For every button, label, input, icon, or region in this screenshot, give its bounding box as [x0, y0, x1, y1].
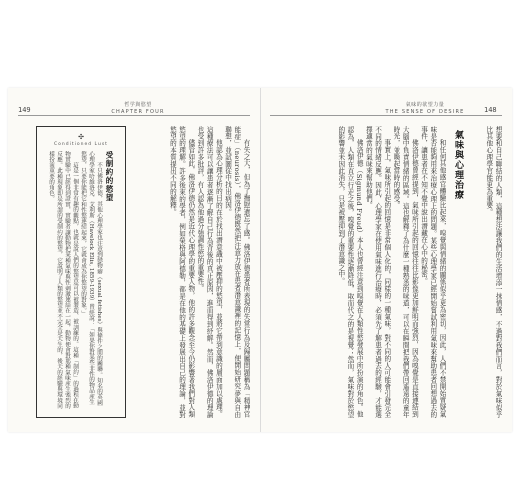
left-body-text: [132, 126, 250, 418]
paragraph: 佛洛伊德（Sigmund Freud）本人也曾經注意到嗅覺在人類性慾發展中所扮演的角色。他認為，人類在直立行走之後，嗅覺的重要性逐漸降低，取而代之的是視覺；然而，氣味對於慾望的影響並未因此消失，只是被壓抑到了潛意識之中。: [336, 126, 364, 418]
page-header: [380, 102, 470, 116]
ornament-icon: ✣: [78, 133, 84, 141]
sidebar-box: [36, 126, 126, 418]
book-spread: [8, 88, 512, 432]
sidebar-title-en: Conditioned Lust: [54, 142, 108, 147]
gutter: [260, 88, 261, 432]
sidebar-body: [43, 151, 103, 409]
sidebar-paragraph: 這是一個非常有趣的觀點，也就是說人們的慾望是可以被製造、被訓練的。這種「制約」的過程在動物實驗中已經得到證實，實驗者讓動物把某種氣味與性刺激連結在一起，動物便會對那種氣味產生強烈的反應。此種現象即是所謂的受制約的慾望，它說明了人類的慾望並不完全是天生的，後天的經驗與環境同樣扮演重要的角色。: [48, 151, 78, 409]
header-rule: [18, 115, 250, 116]
page-number: 149: [18, 106, 31, 114]
paragraph: 事實上，氣味所引起的回憶是非常個人化的，同樣的一種氣味，對不同的人可能會引發完全不同的情緒反應。因此，心理學家在使用氣味進行治療時，必須先了解患者過去的經驗，才能選擇適當的氣味來幫助他們。: [364, 126, 391, 418]
paragraph: 儘管如此，佛洛伊德仍然是近代心理學的重要人物，他的許多觀念至今仍影響著我們對人類慾望的理解。許多後來的學者，例如榮格與阿德勒，都是在他的基礎上發展出自己的理論，並對慾望的本質提出不同的解釋。: [168, 126, 195, 418]
paragraph: 和任何其他感官體驗比起來，嗅覺與情緒的關係似乎更為密切，因此，人們不禁開始質疑氣味是否能夠用來治療心理上的問題。某些心理學家已經開始嘗試利用氣味來幫助患者回想過去的事件，讓患者在不知不覺中說出潛藏在心中的秘密。: [419, 126, 446, 418]
page-header: [108, 102, 168, 116]
page-number: 148: [484, 106, 497, 114]
opening-text: [468, 126, 502, 418]
sidebar-title: 受制約的慾望: [105, 151, 114, 202]
paragraph: 想要和自己聯結的人類，這種想法讓我們的生活增添一抹情感，不過對我們而言，對於氣味似乎比其他心理學官能更為重要。: [484, 126, 502, 418]
sidebar-paragraph: 不只佛洛伊德，其他心理學家也注意到戀物癖（sexual fetishes）與條件之間的關聯。知名的英國心理學家哈維洛克．艾利斯（Havelock Ellis, 1859-1939）曾經說：「如果你對某些非性的物品產生慾望，只要你能把它和性慾連結起來，它就會成為你慾望的對象。」: [80, 151, 102, 406]
section-heading: 氣味與心理治療: [453, 130, 463, 200]
right-body-text: [270, 126, 446, 418]
header-rule: [270, 115, 502, 116]
paragraph: 他認為心理分析的目的在於找出潛意識中被壓抑的慾望，並將它帶到意識的層面加以處理。這種療法可以讓患者逐漸了解自己行為背後的真正原因，進而得到紓解。然而，佛洛伊德的理論也受到許多批評，有人認為他過分強調性慾的重要性。: [195, 126, 223, 418]
header-title: 氣味的欲望力量: [405, 102, 445, 108]
paragraph: 佛洛伊德曾經提到，氣味所引起的回憶往往比影像更加鮮明而強烈，因為嗅覺是直接連結到大腦中負責情緒的區域。這也解釋了為什麼一種熟悉的味道，可以在瞬間把我們帶回遙遠的童年時光，並喚起當時的感受。: [391, 126, 419, 418]
header-title: 哲学與慾望: [124, 102, 152, 108]
header-chapter: CHAPTER FOUR: [111, 109, 165, 115]
paragraph: 有失之大，但為了撫慰遺忘了感。佛洛伊德患者所表現的失常行為及歸屬問題稱為「精神官能症」（neurosis），佛洛伊德既然把注意力放在患者潛意識裡的記憶上，便開始研究夢與自由聯想，並試圖從中找出病因。: [223, 126, 250, 418]
header-chapter: THE SENSE OF DESIRE: [385, 109, 465, 115]
